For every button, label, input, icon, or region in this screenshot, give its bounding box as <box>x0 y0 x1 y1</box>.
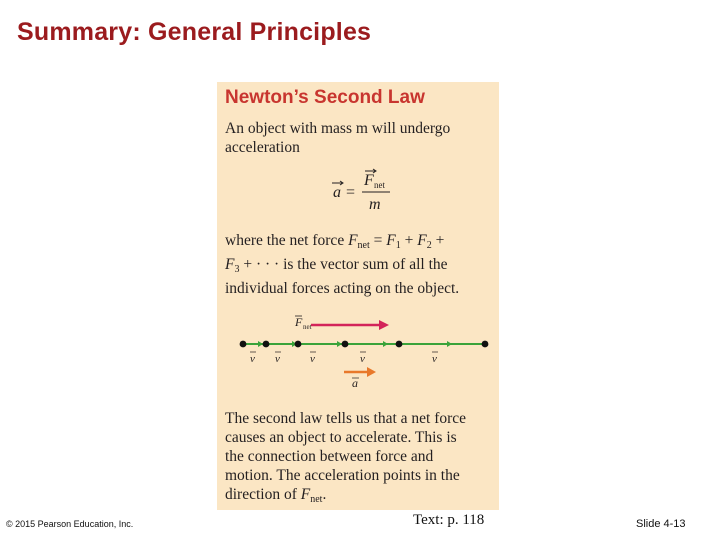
panel-title: Newton’s Second Law <box>225 87 425 108</box>
formula-numerator: F <box>364 172 374 189</box>
formula-equals: = <box>346 184 356 201</box>
para3-period: . <box>322 486 327 503</box>
velocity-label: v <box>275 353 280 365</box>
copyright-notice: © 2015 Pearson Education, Inc. <box>6 519 134 529</box>
formula-denominator: m <box>369 196 381 213</box>
position-dot <box>342 341 349 348</box>
velocity-label: v <box>310 353 315 365</box>
f2-symbol: F <box>417 232 427 249</box>
fnet-sub: net <box>357 240 370 251</box>
para2-plus-2: + <box>431 232 445 249</box>
velocity-label: v <box>250 353 255 365</box>
velocity-label: v <box>360 353 365 365</box>
diagram-fnet-sub: net <box>303 323 312 331</box>
para3-line-5 <box>225 485 495 509</box>
para2-line-3: individual forces acting on the object. <box>225 280 460 297</box>
f3-sub: 3 <box>234 264 240 275</box>
intro-line-1: An object with mass m will undergo <box>225 120 451 137</box>
para3-fnet-symbol: F <box>300 486 311 503</box>
velocity-track <box>240 341 489 348</box>
net-force-paragraph <box>225 231 495 298</box>
para3-fnet-sub: net <box>310 494 323 505</box>
para3-line-1: The second law tells us that a net force <box>225 410 467 427</box>
para3-line-3: the connection between force and <box>225 448 434 465</box>
position-dot <box>263 341 270 348</box>
fnet-arrowhead <box>379 320 389 330</box>
position-dot <box>396 341 403 348</box>
para2-equals: = <box>369 232 387 249</box>
text-page-reference: Text: p. 118 <box>413 512 485 528</box>
f1-symbol: F <box>386 232 396 249</box>
para2-plus-1: + <box>400 232 418 249</box>
slide-number: Slide 4-13 <box>636 518 686 530</box>
f1-sub: 1 <box>395 240 401 251</box>
newtons-second-law-panel <box>217 82 499 510</box>
diagram-a-label: a <box>352 376 358 390</box>
formula-numerator-sub: net <box>374 180 385 190</box>
position-dot <box>295 341 302 348</box>
diagram-fnet-label: F <box>295 315 303 329</box>
para2-line-2 <box>225 255 495 279</box>
para2-line-1 <box>225 231 495 255</box>
f2-sub: 2 <box>426 240 432 251</box>
velocity-label: v <box>432 353 437 365</box>
intro-text <box>225 119 495 157</box>
second-law-explanation <box>225 409 495 509</box>
position-dot <box>240 341 247 348</box>
motion-diagram <box>217 310 499 390</box>
position-dot <box>482 341 489 348</box>
intro-line-2: acceleration <box>225 139 300 156</box>
slide-title: Summary: General Principles <box>17 18 372 46</box>
para2-text-a: where the net force <box>225 232 349 249</box>
acceleration-arrowhead <box>367 367 376 377</box>
para3-text: direction of <box>225 486 301 503</box>
para3-line-2: causes an object to accelerate. This is <box>225 429 457 446</box>
para3-line-4: motion. The acceleration points in the <box>225 467 460 484</box>
fnet-symbol: F <box>348 232 358 249</box>
formula-lhs: a <box>333 184 341 201</box>
acceleration-formula <box>329 167 399 217</box>
f3-symbol: F <box>225 256 235 273</box>
para2-text-b: + · · · is the vector sum of all the <box>239 256 448 273</box>
